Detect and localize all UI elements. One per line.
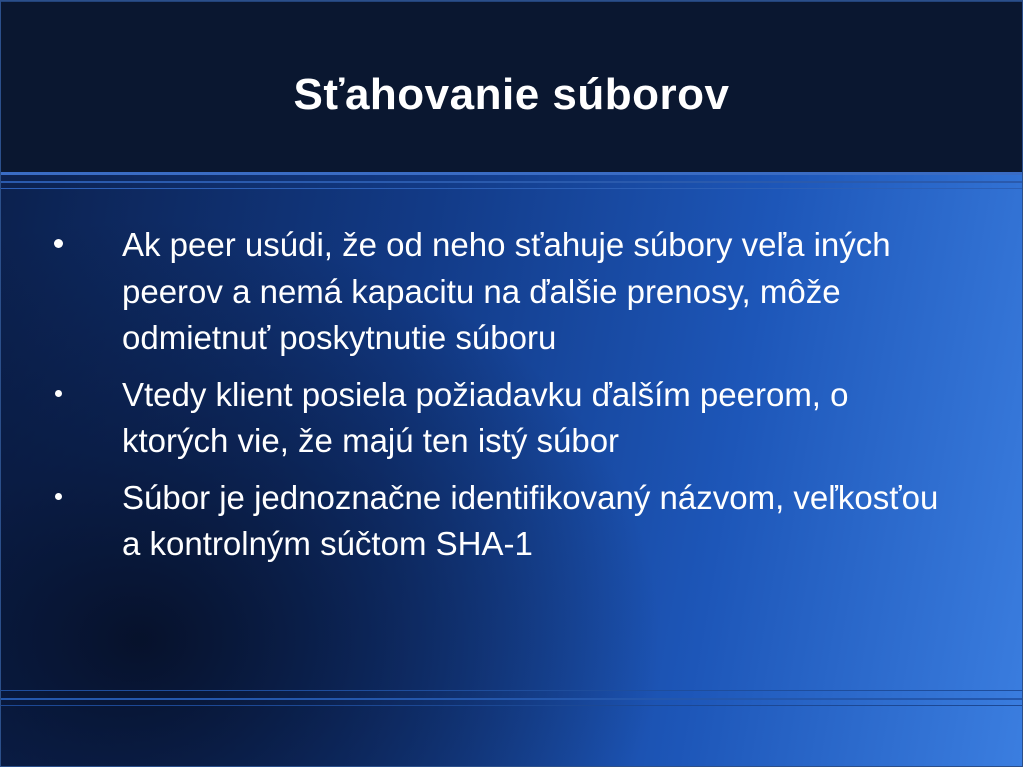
footer-divider xyxy=(0,690,1023,691)
footer-divider xyxy=(0,705,1023,706)
bullet-item xyxy=(0,475,1023,568)
bullet-item xyxy=(0,372,1023,465)
slide-title: Sťahovanie súborov xyxy=(293,70,730,119)
bullet-icon xyxy=(55,390,62,397)
header-divider xyxy=(0,188,1023,189)
bullet-text: Súbor je jednoznačne identifikovaný názvom, veľkosťou a kontrolným súčtom SHA-1 xyxy=(122,478,939,562)
bullet-item xyxy=(0,222,1023,362)
header-divider xyxy=(0,172,1023,175)
bullet-list xyxy=(0,222,1023,578)
bullet-text: Ak peer usúdi, že od neho sťahuje súbory veľa iných peerov a nemá kapacitu na ďalšie prenosy, môže odmietnuť poskytnutie súboru xyxy=(122,226,891,356)
bullet-icon xyxy=(54,239,63,248)
bullet-icon xyxy=(55,493,62,500)
header-divider xyxy=(0,181,1023,183)
bullet-text: Vtedy klient posiela požiadavku ďalším peerom, o ktorých vie, že majú ten istý súbor xyxy=(122,375,849,459)
title-bar xyxy=(0,0,1023,172)
footer-divider xyxy=(0,698,1023,700)
